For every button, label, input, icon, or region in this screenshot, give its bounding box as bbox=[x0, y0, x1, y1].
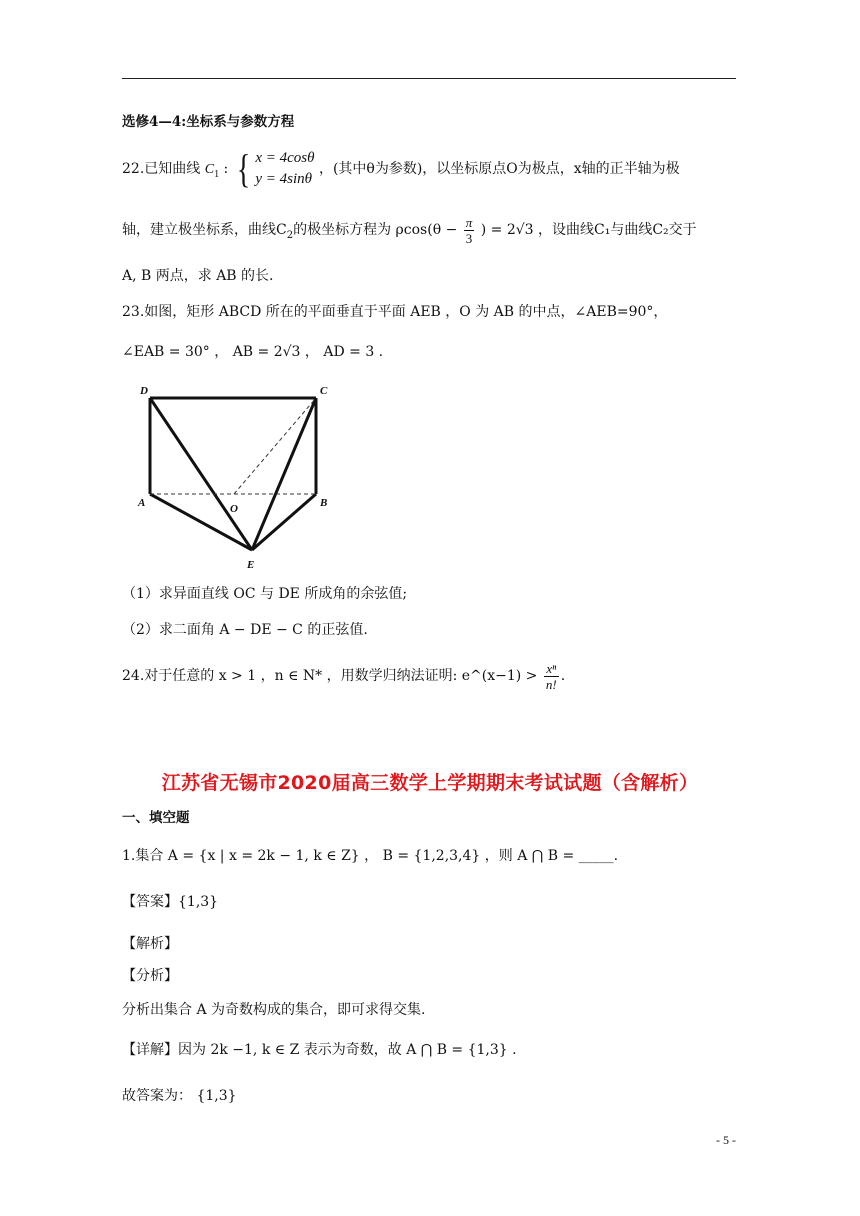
q22-eq-x: x = 4cosθ bbox=[255, 150, 315, 166]
q22-system bbox=[255, 148, 314, 190]
section-heading: 选修4—4:坐标系与参数方程 bbox=[122, 114, 295, 130]
q23-line1: 23.如图，矩形 ABCD 所在的平面垂直于平面 AEB ，O 为 AB 的中点，∠AEB=90°， bbox=[122, 304, 668, 320]
q22-curve: $C_1$ bbox=[204, 162, 220, 180]
label-D: D bbox=[140, 385, 148, 397]
q22-line3: A, B 两点，求 AB 的长. bbox=[122, 268, 274, 284]
header-rule bbox=[122, 78, 736, 79]
q1-detail: 【详解】因为 2k −1, k ∈ Z 表示为奇数，故 A ⋂ B = {1,3} . bbox=[122, 1042, 517, 1058]
q22-line2: 轴，建立极坐标系，曲线$C_2$的极坐标方程为 ρcos(θ − $\frac{\pi}{3}$ ) = 2√3 ，设曲线C₁与曲线C₂交于 bbox=[122, 214, 697, 246]
q22-brace: { bbox=[236, 146, 251, 191]
label-B: B bbox=[320, 497, 328, 509]
q22-eq-y: y = 4sinθ bbox=[255, 171, 312, 187]
label-A: A bbox=[138, 497, 146, 509]
q24-line: 24.对于任意的 x > 1 ，n ∈ N* ，用数学归纳法证明: e^(x−1) > $\frac{\text{xⁿ}}{n!}$ . bbox=[122, 660, 566, 692]
q22-fraction: $\frac{\pi}{3}$ bbox=[465, 214, 473, 246]
q1-analysis: 分析出集合 A 为奇数构成的集合，即可求得交集. bbox=[122, 1002, 426, 1018]
q23-part1: （1）求异面直线 OC 与 DE 所成角的余弦值; bbox=[122, 586, 408, 602]
q1-fenxi: 【分析】 bbox=[122, 968, 178, 984]
label-O: O bbox=[230, 503, 238, 515]
edge-BE bbox=[252, 494, 316, 550]
q1-stem: 1.集合 A = {x | x = 2k − 1, k ∈ Z} ， B = {1,2,3,4} ，则 A ⋂ B = _____. bbox=[122, 848, 619, 864]
q24-fraction: $\frac{\text{xⁿ}}{n!}$ bbox=[545, 660, 557, 692]
q1-jiexi: 【解析】 bbox=[122, 936, 178, 952]
q22-lead: 已知曲线 bbox=[144, 161, 201, 177]
page-number: - 5 - bbox=[716, 1133, 736, 1147]
q23-part2: （2）求二面角 A − DE − C 的正弦值. bbox=[122, 622, 368, 638]
q1-answer: 【答案】{1,3} bbox=[122, 894, 219, 910]
label-E: E bbox=[247, 559, 255, 570]
geometry-figure bbox=[130, 380, 350, 570]
q22-param-note: ，(其中θ为参数)，以坐标原点O为极点，x轴的正半轴为极 bbox=[318, 161, 680, 177]
document-title: 江苏省无锡市2020届高三数学上学期期末考试试题（含解析） bbox=[161, 772, 699, 794]
edge-DE bbox=[150, 398, 252, 550]
edge-OC-dashed bbox=[234, 398, 316, 494]
label-C: C bbox=[320, 385, 328, 397]
q1-final: 故答案为： {1,3} bbox=[122, 1088, 237, 1104]
part-heading: 一、填空题 bbox=[122, 810, 190, 826]
q22-line1: 22.已知曲线 $C_1$ : { x = 4cosθ y = 4sinθ ，(其中θ为参数)，以坐标原点O为极点，x轴的正半轴为极 bbox=[122, 146, 680, 191]
q23-line2: ∠EAB = 30° ， AB = 2√3 ， AD = 3 . bbox=[122, 344, 384, 360]
edge-CE bbox=[252, 398, 316, 550]
q22-number: 22. bbox=[122, 161, 145, 177]
